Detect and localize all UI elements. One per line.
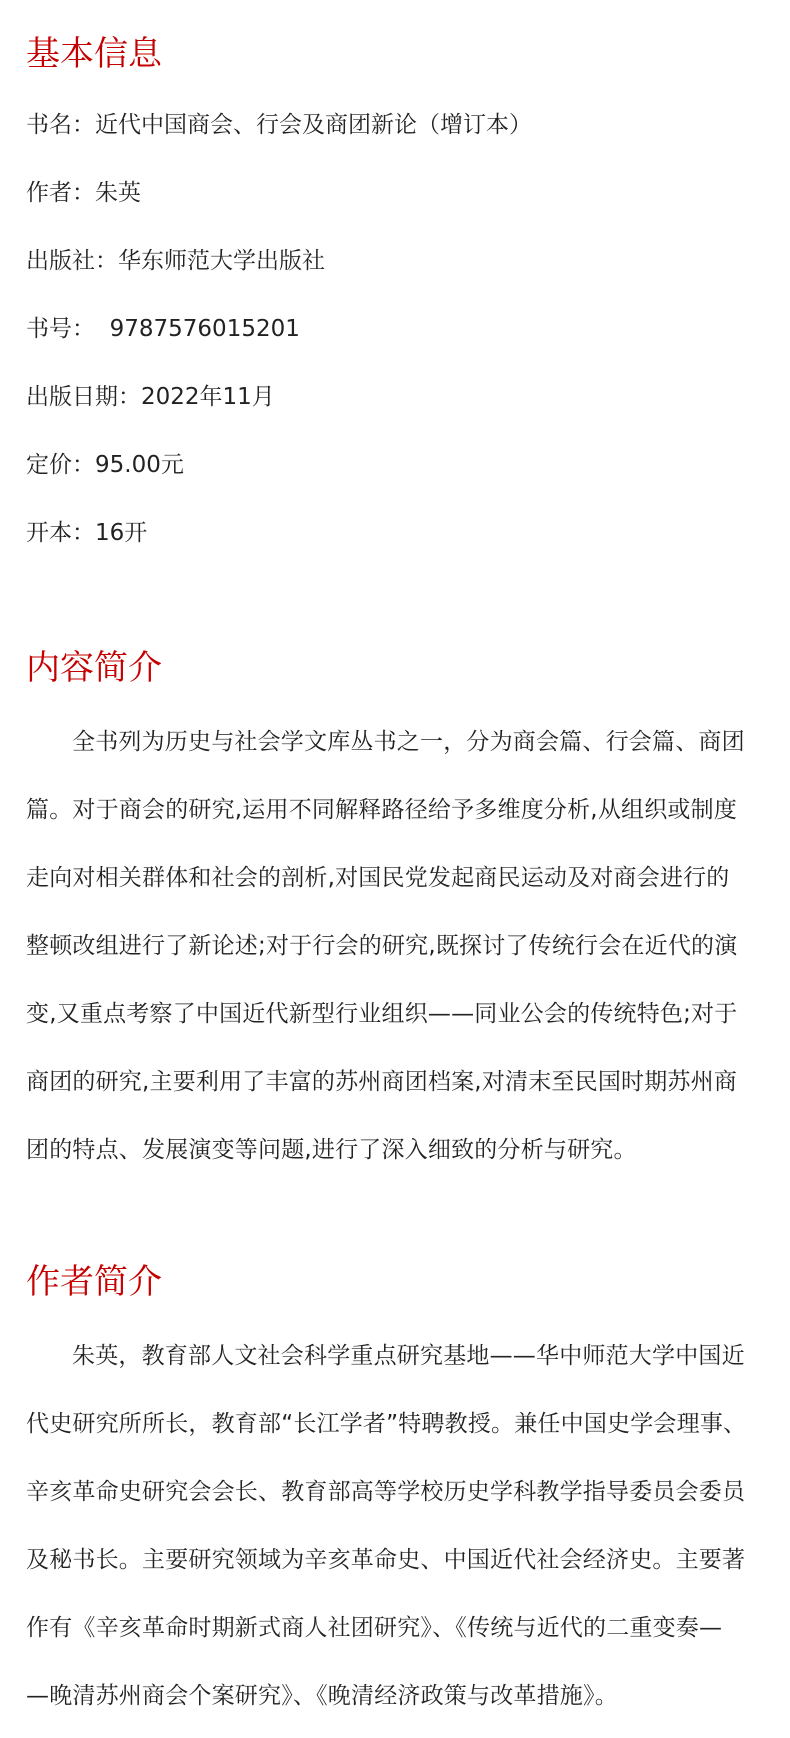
- summary-line: 全书列为历史与社会学文库丛书之一，分为商会篇、行会篇、商团: [72, 729, 745, 755]
- author-line: —晚清苏州商会个案研究》、《晚清经济政策与改革措施》。: [26, 1683, 618, 1709]
- author-intro-heading: 作者简介: [26, 1262, 162, 1302]
- info-row-publisher: 出版社：华东师范大学出版社: [26, 248, 325, 274]
- info-row-price: 定价：95.00元: [26, 452, 184, 478]
- info-row-isbn: 书号： 9787576015201: [26, 316, 300, 342]
- basic-info-heading: 基本信息: [26, 34, 162, 74]
- summary-heading: 内容简介: [26, 648, 162, 688]
- info-row-author: 作者：朱英: [26, 180, 141, 206]
- author-line: 及秘书长。主要研究领域为辛亥革命史、中国近代社会经济史。主要著: [26, 1547, 746, 1573]
- author-line: 代史研究所所长，教育部“长江学者”特聘教授。兼任中国史学会理事、: [26, 1411, 747, 1437]
- basic-info-list: [26, 110, 532, 586]
- summary-line: 变,又重点考察了中国近代新型行业组织——同业公会的传统特色;对于: [26, 1001, 738, 1027]
- info-row-title: 书名：近代中国商会、行会及商团新论（增订本）: [26, 112, 532, 138]
- summary-line: 团的特点、发展演变等问题,进行了深入细致的分析与研究。: [26, 1137, 637, 1163]
- author-line: 辛亥革命史研究会会长、教育部高等学校历史学科教学指导委员会委员: [26, 1479, 746, 1505]
- summary-line: 篇。对于商会的研究,运用不同解释路径给予多维度分析,从组织或制度: [26, 797, 738, 823]
- info-row-publish-date: 出版日期：2022年11月: [26, 384, 275, 410]
- author-paragraph: [26, 1322, 766, 1730]
- summary-paragraph: [26, 708, 766, 1184]
- author-line: 朱英，教育部人文社会科学重点研究基地——华中师范大学中国近: [72, 1343, 745, 1369]
- summary-line: 走向对相关群体和社会的剖析,对国民党发起商民运动及对商会进行的: [26, 865, 730, 891]
- summary-line: 整顿改组进行了新论述;对于行会的研究,既探讨了传统行会在近代的演: [26, 933, 738, 959]
- author-line: 作有《辛亥革命时期新式商人社团研究》、《传统与近代的二重变奏—: [26, 1615, 723, 1641]
- info-row-format: 开本：16开: [26, 520, 148, 546]
- summary-line: 商团的研究,主要利用了丰富的苏州商团档案,对清末至民国时期苏州商: [26, 1069, 738, 1095]
